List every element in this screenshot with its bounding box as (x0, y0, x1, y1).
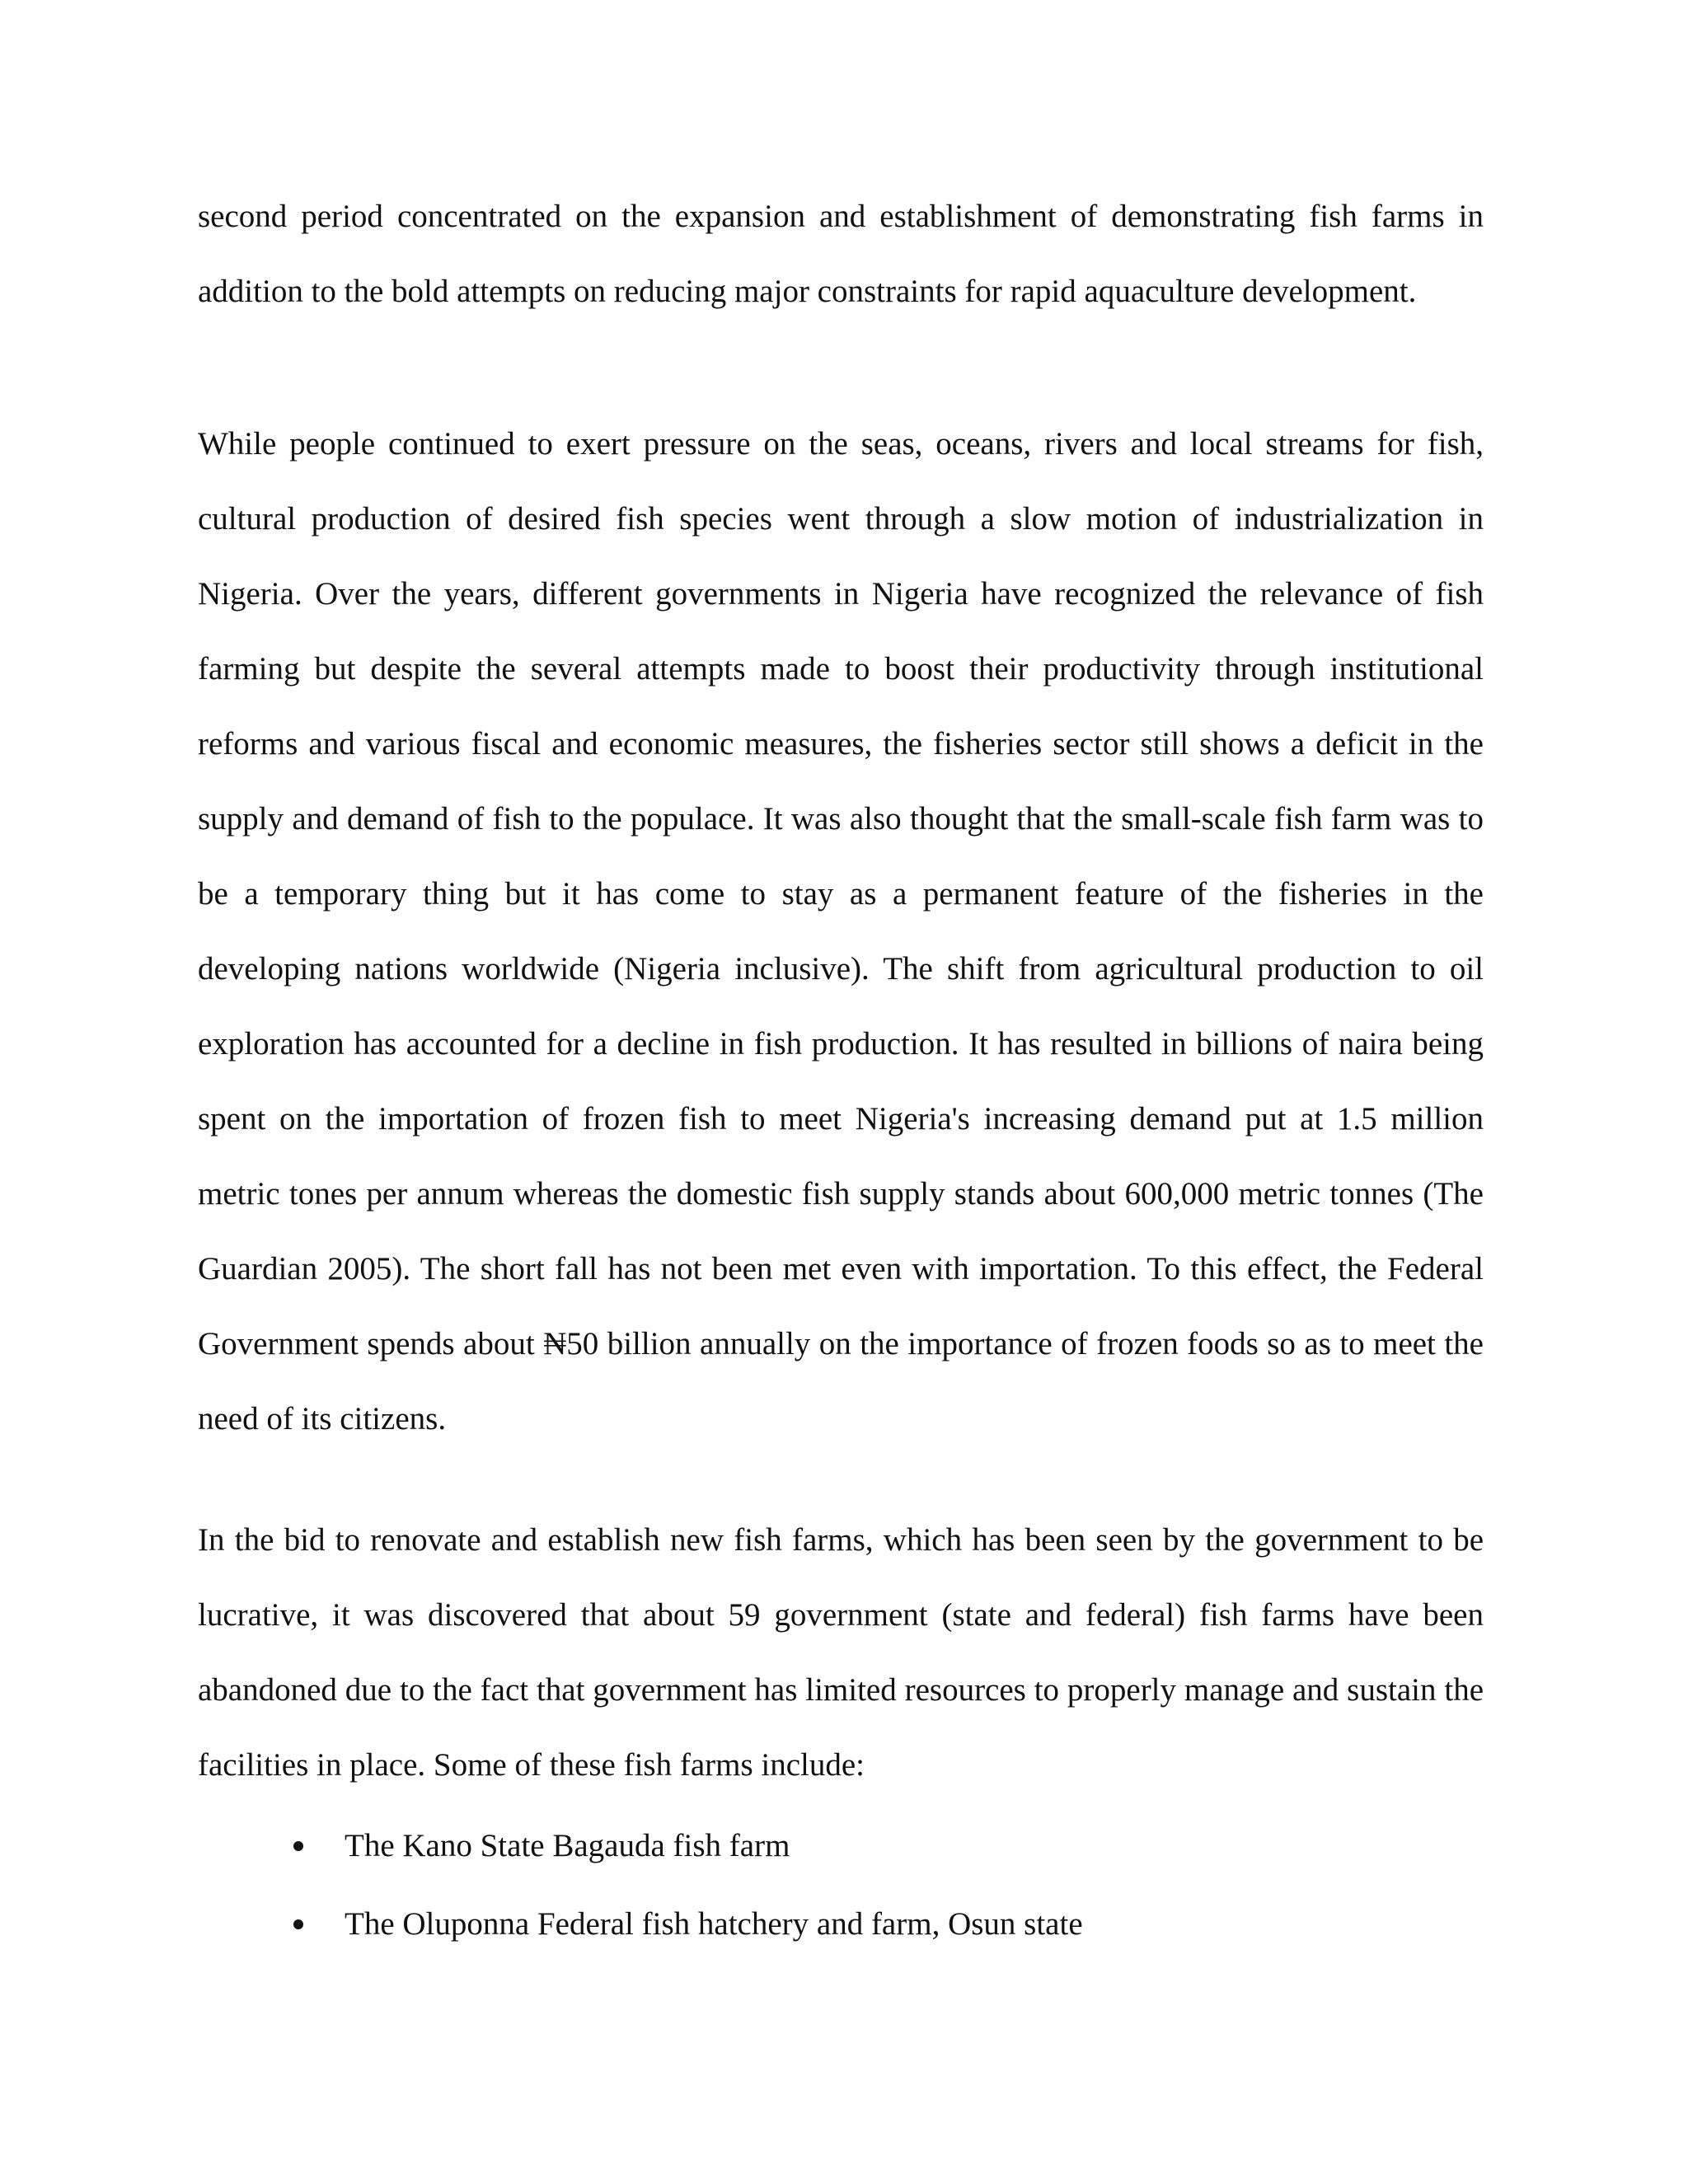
list-item-text: The Kano State Bagauda fish farm (345, 1828, 790, 1863)
paragraph-abandoned-fish-farms: In the bid to renovate and establish new fish farms, which has been seen by the government to be lucrative, it was discovered that about 59 government (state and federal) fish farms have been abandoned due to the fact that government has limited resources to properly manage and sustain the facilities in place. Some of these fish farms include: (198, 1522, 1484, 1783)
bullet-icon (293, 1919, 303, 1929)
paragraph-aquaculture-periods: second period concentrated on the expansion and establishment of demonstrating fish farms in addition to the bold attempts on reducing major constraints for rapid aquaculture development. (198, 199, 1484, 309)
list-item (198, 1890, 1484, 1968)
list-item-text: The Oluponna Federal fish hatchery and farm, Osun state (345, 1906, 1083, 1942)
list-item (198, 1811, 1484, 1890)
bullet-icon (293, 1841, 303, 1851)
paragraph-fish-production-deficit: While people continued to exert pressure on the seas, oceans, rivers and local streams for fish, cultural production of desired fish species went through a slow motion of industrialization in Nigeria. Over the years, different governments in Nigeria have recognized the relevance of fish farming but despite the several attempts made to boost their productivity through institutional reforms and various fiscal and economic measures, the fisheries sector still shows a deficit in the supply and demand of fish to the populace. It was also thought that the small-scale fish farm was to be a temporary thing but it has come to stay as a permanent feature of the fisheries in the developing nations worldwide (Nigeria inclusive). The shift from agricultural production to oil exploration has accounted for a decline in fish production. It has resulted in billions of naira being spent on the importation of frozen fish to meet Nigeria's increasing demand put at 1.5 million metric tones per annum whereas the domestic fish supply stands about 600,000 metric tonnes (The Guardian 2005). The short fall has not been met even with importation. To this effect, the Federal Government spends about ₦50 billion annually on the importance of frozen foods so as to meet the need of its citizens. (198, 426, 1484, 1436)
fish-farm-list (198, 1811, 1484, 1968)
